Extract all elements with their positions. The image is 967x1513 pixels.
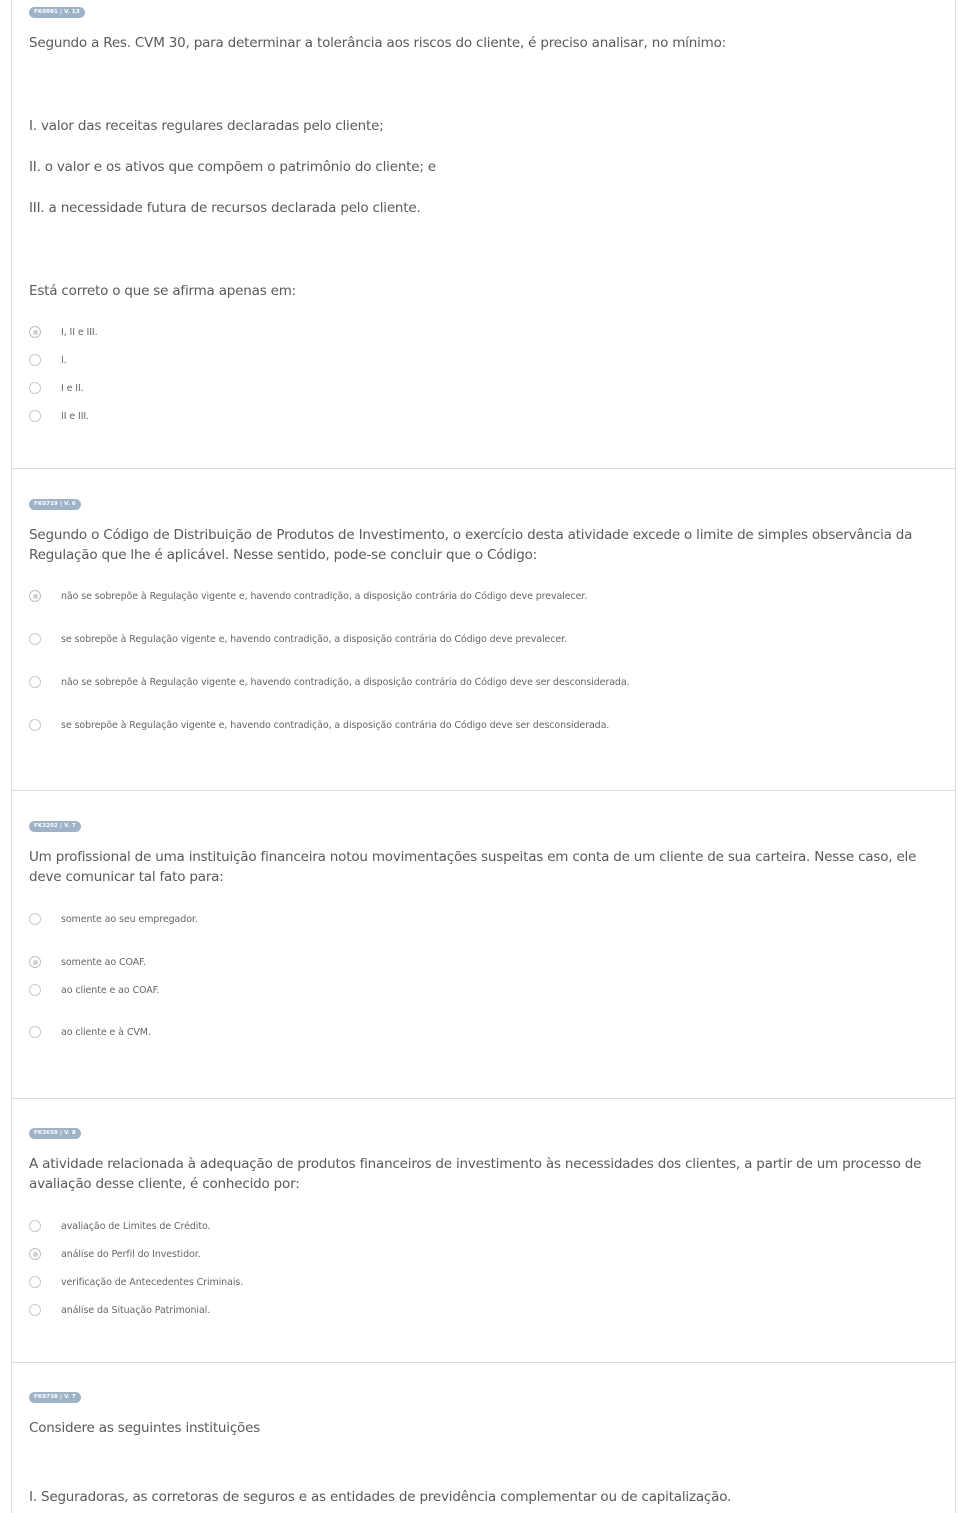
option-label[interactable]: se sobrepõe à Regulação vigente e, havendo contradição, a disposição contrária do Código deve prevalecer. xyxy=(61,634,567,645)
option-label[interactable]: análise do Perfil do Investidor. xyxy=(61,1249,201,1260)
question-card xyxy=(12,0,955,469)
radio-button[interactable] xyxy=(29,676,41,688)
question-code-badge: FK3202 | V. 7 xyxy=(29,821,81,832)
question-code-badge: FK0081 | V. 13 xyxy=(29,7,85,18)
option-label[interactable]: I e II. xyxy=(61,383,84,394)
question-item: III. a necessidade futura de recursos declarada pelo cliente. xyxy=(29,200,421,216)
radio-button[interactable] xyxy=(29,1220,41,1232)
question-code-badge: FK0738 | V. 7 xyxy=(29,1392,81,1403)
radio-button[interactable] xyxy=(29,984,41,996)
question-card xyxy=(12,1363,955,1513)
option-label[interactable]: verificação de Antecedentes Criminais. xyxy=(61,1277,244,1288)
radio-button[interactable] xyxy=(29,354,41,366)
option-label[interactable]: II e III. xyxy=(61,411,90,422)
radio-button[interactable] xyxy=(29,382,41,394)
option-label[interactable]: não se sobrepõe à Regulação vigente e, havendo contradição, a disposição contrária do Código deve prevalecer. xyxy=(61,591,588,602)
radio-button[interactable] xyxy=(29,956,41,968)
radio-button[interactable] xyxy=(29,1304,41,1316)
question-item: I. valor das receitas regulares declaradas pelo cliente; xyxy=(29,118,384,134)
option-label[interactable]: ao cliente e ao COAF. xyxy=(61,985,160,996)
question-statement: Um profissional de uma instituição financeira notou movimentações suspeitas em conta de um cliente de sua carteira. Nesse caso, ele deve comunicar tal fato para: xyxy=(29,849,917,885)
radio-button[interactable] xyxy=(29,1248,41,1260)
radio-button[interactable] xyxy=(29,590,41,602)
option-label[interactable]: I, II e III. xyxy=(61,327,98,338)
option-label[interactable]: avaliação de Limites de Crédito. xyxy=(61,1221,211,1232)
radio-button[interactable] xyxy=(29,1026,41,1038)
question-item: II. o valor e os ativos que compõem o patrimônio do cliente; e xyxy=(29,159,436,175)
question-prompt: Está correto o que se afirma apenas em: xyxy=(29,283,297,299)
radio-button[interactable] xyxy=(29,410,41,422)
option-label[interactable]: se sobrepõe à Regulação vigente e, havendo contradição, a disposição contrária do Código deve ser desconsiderada. xyxy=(61,720,610,731)
question-statement: Considere as seguintes instituições xyxy=(29,1420,261,1436)
radio-button[interactable] xyxy=(29,326,41,338)
radio-button[interactable] xyxy=(29,719,41,731)
radio-button[interactable] xyxy=(29,1276,41,1288)
question-item: I. Seguradoras, as corretoras de seguros e as entidades de previdência complementar ou de capitalização. xyxy=(29,1489,732,1505)
option-label[interactable]: somente ao seu empregador. xyxy=(61,914,198,925)
option-label[interactable]: não se sobrepõe à Regulação vigente e, havendo contradição, a disposição contrária do Código deve ser desconsiderada. xyxy=(61,677,630,688)
question-code-badge: FK0719 | V. 6 xyxy=(29,499,81,510)
question-code-badge: FK3658 | V. 8 xyxy=(29,1128,81,1139)
option-label[interactable]: I. xyxy=(61,355,67,366)
question-statement: Segundo o Código de Distribuição de Produtos de Investimento, o exercício desta atividade excede o limite de simples observância da Regulação que lhe é aplicável. Nesse sentido, pode-se concluir que o Código: xyxy=(29,527,913,563)
question-card xyxy=(12,791,955,1099)
option-label[interactable]: análise da Situação Patrimonial. xyxy=(61,1305,211,1316)
quiz-page xyxy=(11,0,956,1513)
option-label[interactable]: ao cliente e à CVM. xyxy=(61,1027,151,1038)
radio-button[interactable] xyxy=(29,633,41,645)
radio-button[interactable] xyxy=(29,913,41,925)
option-label[interactable]: somente ao COAF. xyxy=(61,957,146,968)
question-card xyxy=(12,1099,955,1363)
question-statement: A atividade relacionada à adequação de produtos financeiros de investimento às necessidades dos clientes, a partir de um processo de avaliação desse cliente, é conhecido por: xyxy=(29,1156,922,1192)
question-card xyxy=(12,469,955,791)
question-statement: Segundo a Res. CVM 30, para determinar a tolerância aos riscos do cliente, é preciso analisar, no mínimo: xyxy=(29,35,726,51)
